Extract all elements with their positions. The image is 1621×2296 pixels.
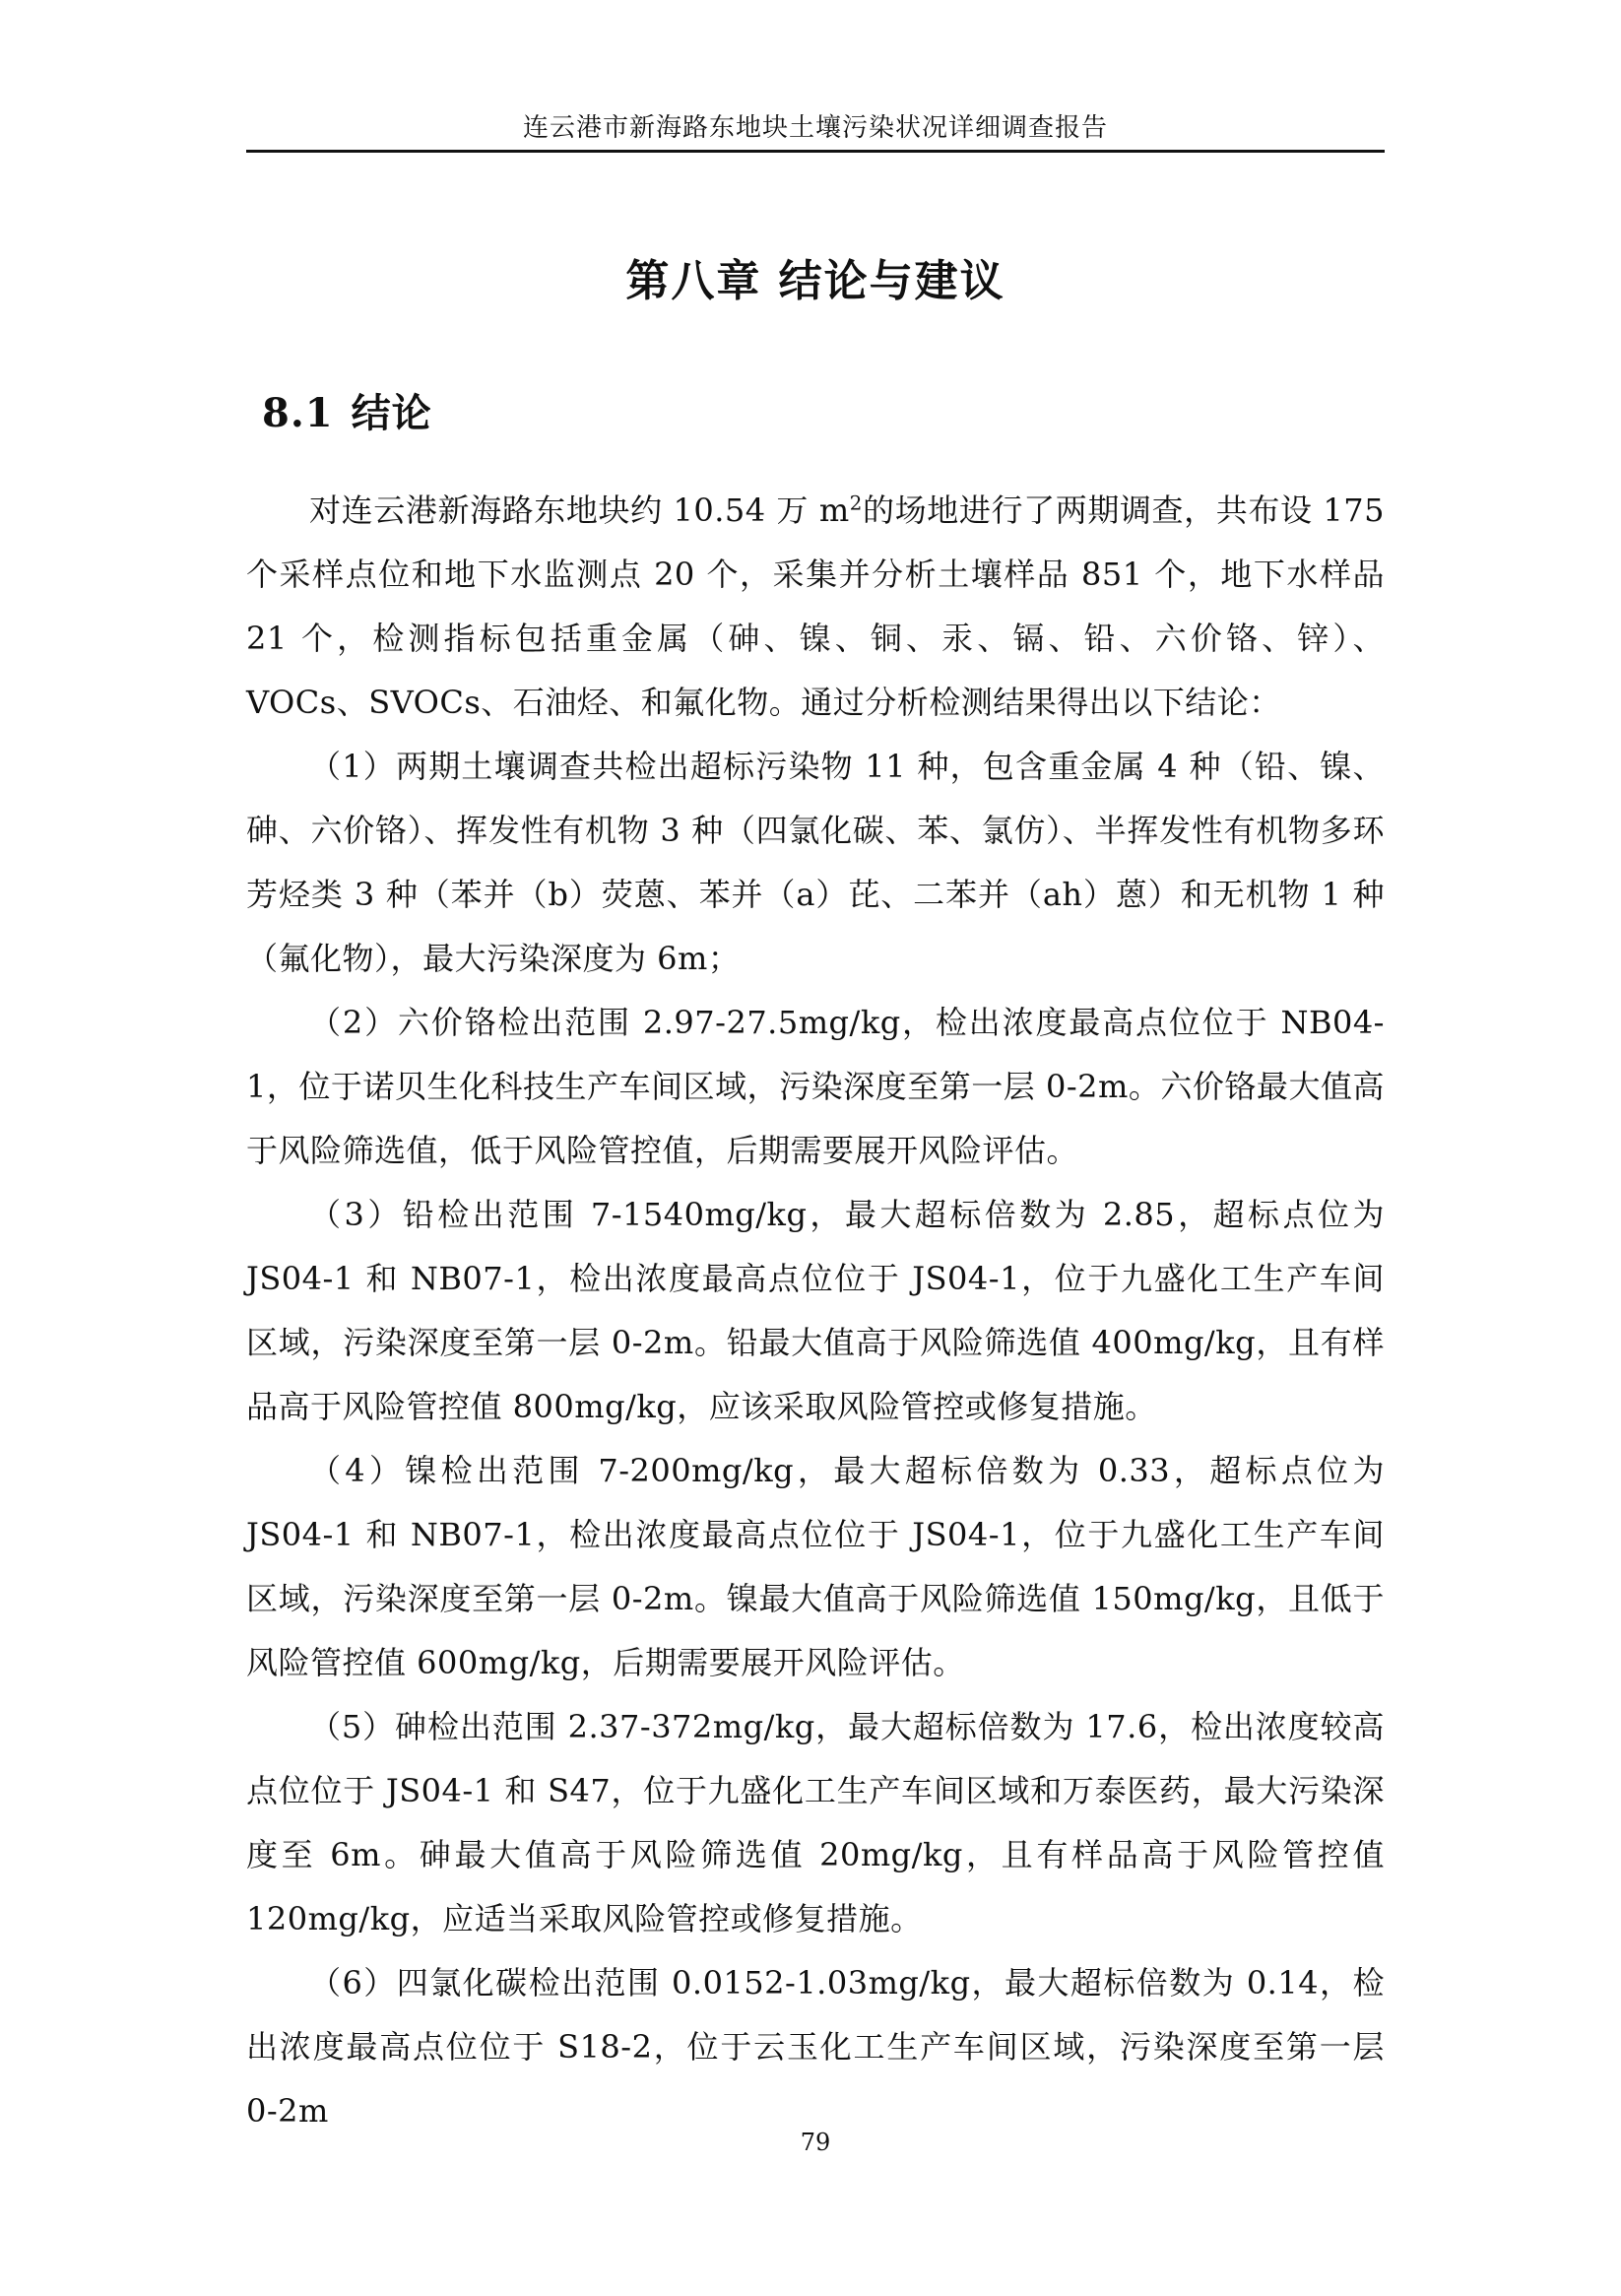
page-number: 79 [800,2129,831,2156]
intro-text-part2: 的场地进行了两期调查，共布设 175 个采样点位和地下水监测点 20 个，采集并分析土壤样品 851 个，地下水样品 21 个，检测指标包括重金属（砷、镍、铜、汞、镉、铅、六价铬、锌）、VOCs、SVOCs、石油烃、和氟化物。通过分析检测结果得出以下结论： [246,492,1385,721]
body-text [246,479,1385,2143]
running-header: 连云港市新海路东地块土壤污染状况详细调查报告 [522,113,1108,143]
conclusion-item-6: （6）四氯化碳检出范围 0.0152-1.03mg/kg，最大超标倍数为 0.14，检出浓度最高点位位于 S18-2，位于云玉化工生产车间区域，污染深度至第一层 0-2m [246,1964,1385,2130]
conclusion-item-4: （4）镍检出范围 7-200mg/kg，最大超标倍数为 0.33，超标点位为 JS04-1 和 NB07-1，检出浓度最高点位位于 JS04-1，位于九盛化工生产车间区域，污染深度至第一层 0-2m。镍最大值高于风险筛选值 150mg/kg，且低于风险管控值 600mg/kg，后期需要展开风险评估。 [246,1452,1385,1681]
intro-paragraph [246,479,1385,735]
superscript-2: 2 [849,491,863,515]
conclusion-item-3: （3）铅检出范围 7-1540mg/kg，最大超标倍数为 2.85，超标点位为 JS04-1 和 NB07-1，检出浓度最高点位位于 JS04-1，位于九盛化工生产车间区域，污染深度至第一层 0-2m。铅最大值高于风险筛选值 400mg/kg，且有样品高于风险管控值 800mg/kg，应该采取风险管控或修复措施。 [246,1196,1385,1425]
section-number: 8.1 [262,390,334,436]
chapter-title: 第八章 结论与建议 [625,256,1005,306]
section-heading [262,386,432,441]
intro-text-part1: 对连云港新海路东地块约 10.54 万 m [309,492,850,529]
section-title-text: 结论 [351,390,432,436]
conclusion-item-1: （1）两期土壤调查共检出超标污染物 11 种，包含重金属 4 种（铅、镍、砷、六价铬）、挥发性有机物 3 种（四氯化碳、苯、氯仿）、半挥发性有机物多环芳烃类 3 种（苯并（b）荧蒽、苯并（a）芘、二苯并（ah）蒽）和无机物 1 种（氟化物），最大污染深度为 6m； [246,748,1385,977]
header-divider [246,150,1385,153]
conclusion-item-5: （5）砷检出范围 2.37-372mg/kg，最大超标倍数为 17.6，检出浓度较高点位位于 JS04-1 和 S47，位于九盛化工生产车间区域和万泰医药，最大污染深度至 6m。砷最大值高于风险筛选值 20mg/kg，且有样品高于风险管控值 120mg/kg，应适当采取风险管控或修复措施。 [246,1708,1385,1937]
conclusion-item-2: （2）六价铬检出范围 2.97-27.5mg/kg，检出浓度最高点位位于 NB04-1，位于诺贝生化科技生产车间区域，污染深度至第一层 0-2m。六价铬最大值高于风险筛选值，低于风险管控值，后期需要展开风险评估。 [246,1004,1385,1169]
